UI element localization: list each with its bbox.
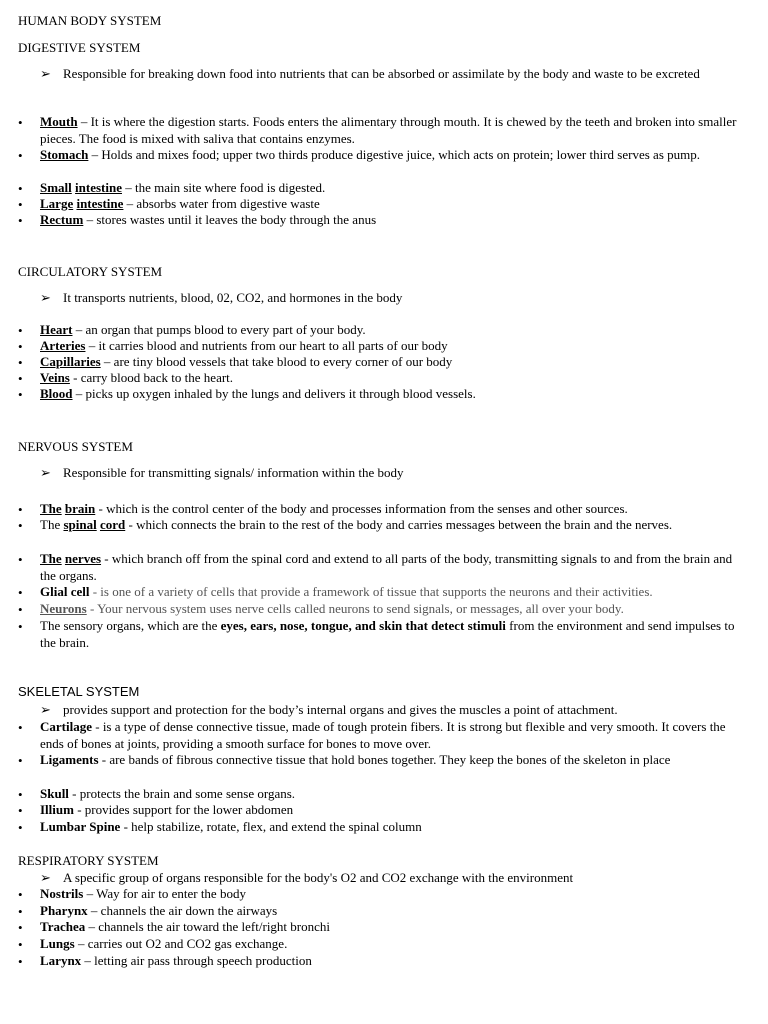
list-item [40, 801, 750, 818]
item-description: - protects the brain and some sense organs. [68, 786, 296, 801]
bullet-icon: • [18, 720, 23, 735]
list-item [40, 385, 750, 402]
item-description: – channels the air toward the left/right bronchi [85, 919, 331, 934]
term: Trachea [40, 919, 86, 934]
term: Larynx [40, 953, 82, 968]
term: Mouth [40, 114, 78, 129]
bullet-icon: • [18, 753, 23, 768]
item-description: - is one of a variety of cells that provide a framework of tissue that supports the neurons and their activities. [89, 584, 653, 599]
arrow-bullet-icon: ➢ [40, 702, 51, 717]
term: Glial cell [40, 584, 90, 599]
bullet-icon: • [18, 552, 23, 567]
list-item [40, 583, 750, 600]
list-item [40, 952, 750, 969]
list-item [40, 500, 750, 517]
arrow-bullet-icon: ➢ [40, 290, 51, 305]
term: intestine [75, 180, 122, 195]
term: Rectum [40, 212, 84, 227]
bullet-icon: • [18, 197, 23, 212]
item-description: - help stabilize, rotate, flex, and extend the spinal column [120, 819, 422, 834]
term: Stomach [40, 147, 89, 162]
list-item [40, 785, 750, 802]
section-heading-circulatory: CIRCULATORY SYSTEM [18, 264, 163, 279]
item-description: – are tiny blood vessels that take blood to every corner of our body [100, 354, 453, 369]
list-item [40, 718, 750, 752]
bullet-icon: • [18, 904, 23, 919]
section-summary-nervous: Responsible for transmitting signals/ information within the body [63, 465, 404, 480]
item-description: – letting air pass through speech production [81, 953, 312, 968]
item-description: – Holds and mixes food; upper two thirds produce digestive juice, which acts on protein; lower third serves as pump. [88, 147, 700, 162]
term: eyes, ears, nose, tongue, and skin that detect stimuli [220, 618, 506, 633]
bullet-icon: • [18, 619, 23, 634]
list-item [40, 113, 750, 147]
bullet-icon: • [18, 339, 23, 354]
term: Blood [40, 386, 73, 401]
bullet-icon: • [18, 502, 23, 517]
bullet-icon: • [18, 323, 23, 338]
section-summary-skeletal: provides support and protection for the body’s internal organs and gives the muscles a point of attachment. [63, 702, 618, 717]
section-summary-respiratory: A specific group of organs responsible for the body's O2 and CO2 exchange with the environment [63, 870, 574, 885]
item-description: - which is the control center of the body and processes information from the senses and other sources. [95, 501, 628, 516]
list-item [40, 918, 750, 935]
term: Arteries [40, 338, 86, 353]
item-description: - carry blood back to the heart. [69, 370, 234, 385]
term: Lungs [40, 936, 75, 951]
item-description: - which connects the brain to the rest of the body and carries messages between the brain and the nerves. [125, 517, 673, 532]
item-description: - are bands of fibrous connective tissue that hold bones together. They keep the bones of the skeleton in place [98, 752, 671, 767]
term: Pharynx [40, 903, 88, 918]
list-item [40, 369, 750, 386]
term: nerves [64, 551, 102, 566]
document-title: HUMAN BODY SYSTEM [18, 13, 162, 28]
list-item [40, 353, 750, 370]
bullet-icon: • [18, 213, 23, 228]
term: Skull [40, 786, 69, 801]
bullet-icon: • [18, 954, 23, 969]
term: Cartilage [40, 719, 92, 734]
bullet-icon: • [18, 115, 23, 130]
list-item [40, 600, 750, 617]
item-description: – an organ that pumps blood to every part of your body. [72, 322, 366, 337]
bullet-icon: • [18, 585, 23, 600]
term: Heart [40, 322, 73, 337]
term: Ligaments [40, 752, 99, 767]
section-summary-circulatory: It transports nutrients, blood, 02, CO2, and hormones in the body [63, 290, 403, 305]
item-description: from the environment and send impulses to the brain. [40, 618, 735, 650]
term: Neurons [40, 601, 87, 616]
term: Veins [40, 370, 70, 385]
list-item [40, 179, 750, 196]
item-description: – carries out O2 and CO2 gas exchange. [74, 936, 288, 951]
list-item [40, 321, 750, 338]
term: brain [64, 501, 96, 516]
section-heading-respiratory: RESPIRATORY SYSTEM [18, 853, 159, 868]
item-description: - provides support for the lower abdomen [73, 802, 294, 817]
list-item [40, 516, 750, 533]
item-description: - is a type of dense connective tissue, made of tough protein fibers. It is strong but flexible and very smooth. It covers the ends of bones at joints, providing a smooth surface for bones to move over. [40, 719, 726, 751]
bullet-icon: • [18, 355, 23, 370]
list-item [40, 195, 750, 212]
list-item [40, 935, 750, 952]
item-description: – channels the air down the airways [87, 903, 278, 918]
term: Small [40, 180, 72, 195]
list-item [40, 550, 750, 584]
item-description: – absorbs water from digestive waste [123, 196, 320, 211]
bullet-icon: • [18, 518, 23, 533]
item-description: – It is where the digestion starts. Foods enters the alimentary through mouth. It is chewed by the teeth and broken into smaller pieces. The food is mixed with saliva that contains enzymes. [40, 114, 737, 146]
list-item [40, 885, 750, 902]
arrow-bullet-icon: ➢ [40, 66, 51, 81]
arrow-bullet-icon: ➢ [40, 465, 51, 480]
bullet-icon: • [18, 820, 23, 835]
term: Nostrils [40, 886, 84, 901]
term: Large [40, 196, 74, 211]
item-description: – the main site where food is digested. [122, 180, 326, 195]
bullet-icon: • [18, 920, 23, 935]
arrow-bullet-icon: ➢ [40, 870, 51, 885]
term: The [40, 501, 62, 516]
bullet-icon: • [18, 602, 23, 617]
bullet-icon: • [18, 181, 23, 196]
item-description: - which branch off from the spinal cord and extend to all parts of the body, transmitting signals to and from the brain and the organs. [40, 551, 733, 583]
bullet-icon: • [18, 803, 23, 818]
term: intestine [76, 196, 124, 211]
list-item [40, 211, 750, 228]
section-summary-digestive: Responsible for breaking down food into nutrients that can be absorbed or assimilate by the body and waste to be excreted [63, 66, 700, 81]
bullet-icon: • [18, 371, 23, 386]
term: spinal [63, 517, 97, 532]
bullet-icon: • [18, 887, 23, 902]
item-description: – Way for air to enter the body [83, 886, 246, 901]
bullet-icon: • [18, 937, 23, 952]
section-heading-skeletal: SKELETAL SYSTEM [18, 684, 140, 699]
item-description: - Your nervous system uses nerve cells called neurons to send signals, or messages, all over your body. [86, 601, 624, 616]
term: Illium [40, 802, 74, 817]
term: cord [99, 517, 126, 532]
section-heading-nervous: NERVOUS SYSTEM [18, 439, 133, 454]
item-description: – stores wastes until it leaves the body through the anus [83, 212, 377, 227]
term: Capillaries [40, 354, 101, 369]
term: The [40, 551, 62, 566]
list-item [40, 617, 750, 651]
term: Lumbar Spine [40, 819, 121, 834]
list-item [40, 751, 750, 768]
bullet-icon: • [18, 787, 23, 802]
list-item [40, 902, 750, 919]
list-item [40, 146, 750, 163]
section-heading-digestive: DIGESTIVE SYSTEM [18, 40, 141, 55]
list-item [40, 337, 750, 354]
bullet-icon: • [18, 148, 23, 163]
item-description: – picks up oxygen inhaled by the lungs and delivers it through blood vessels. [72, 386, 476, 401]
bullet-icon: • [18, 387, 23, 402]
item-prefix: The [40, 517, 64, 532]
item-description: – it carries blood and nutrients from our heart to all parts of our body [85, 338, 448, 353]
item-prefix: The sensory organs, which are the [40, 618, 221, 633]
list-item [40, 818, 750, 835]
